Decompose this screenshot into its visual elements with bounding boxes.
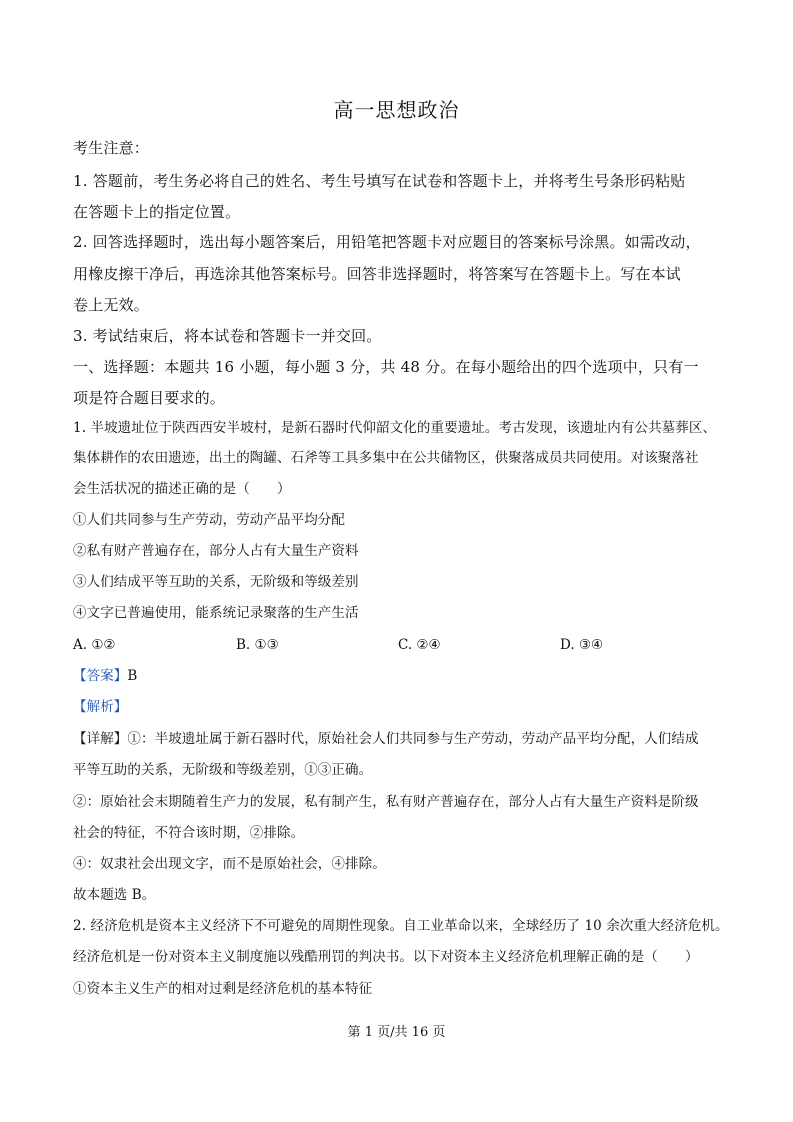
detail-tag: 【详解】 [73, 731, 128, 747]
question-stem: 经济危机是一份对资本主义制度施以残酷刑罚的判决书。以下对资本主义经济危机理解正确的是（ ） [73, 949, 699, 965]
detail-line: 社会的特征，不符合该时期，②排除。 [73, 825, 305, 841]
statement-item: ④文字已普遍使用，能系统记录聚落的生产生活 [73, 605, 359, 621]
notice-line: 3. 考试结束后，将本试卷和答题卡一并交回。 [73, 327, 382, 345]
statement-item: ①人们共同参与生产劳动，劳动产品平均分配 [73, 512, 345, 528]
section-heading: 项是符合题目要求的。 [73, 389, 226, 407]
question-stem: 1. 半坡遗址位于陕西西安半坡村，是新石器时代仰韶文化的重要遗址。考古发现，该遗址内有公共墓葬区、 [73, 420, 717, 436]
answer-value: B [127, 668, 138, 684]
option-d: D. ③④ [560, 637, 604, 653]
detail-line: ②：原始社会末期随着生产力的发展，私有制产生，私有财产普遍存在，部分人占有大量生产资料是阶级 [73, 794, 699, 810]
notice-heading: 考生注意： [73, 139, 150, 157]
detail-line: 故本题选 B。 [73, 887, 156, 903]
page-footer: 第 1 页/共 16 页 [347, 1025, 446, 1040]
option-c: C. ②④ [398, 637, 441, 653]
detail-line: 平等互助的关系，无阶级和等级差别，①③正确。 [73, 762, 373, 778]
notice-line: 在答题卡上的指定位置。 [73, 203, 241, 221]
detail-line [73, 729, 723, 749]
section-heading: 一、选择题：本题共 16 小题，每小题 3 分，共 48 分。在每小题给出的四个选项中，只有一 [73, 358, 699, 376]
analysis-tag-label: 【解析】 [73, 699, 128, 715]
statement-item: ②私有财产普遍存在，部分人占有大量生产资料 [73, 543, 359, 559]
option-b: B. ①③ [236, 637, 279, 653]
answer-tag: 【答案】 [73, 668, 128, 684]
notice-line: 用橡皮擦干净后，再选涂其他答案标号。回答非选择题时，将答案写在答题卡上。写在本试 [73, 265, 682, 283]
notice-line: 1. 答题前，考生务必将自己的姓名、考生号填写在试卷和答题卡上，并将考生号条形码粘贴 [73, 172, 686, 190]
notice-line: 卷上无效。 [73, 296, 150, 314]
detail-line: ④：奴隶社会出现文字，而不是原始社会，④排除。 [73, 856, 386, 872]
statement-item: ①资本主义生产的相对过剩是经济危机的基本特征 [73, 981, 373, 997]
detail-text: ①：半坡遗址属于新石器时代，原始社会人们共同参与生产劳动，劳动产品平均分配，人们结成 [127, 731, 699, 747]
answer-line [73, 666, 723, 686]
notice-line: 2. 回答选择题时，选出每小题答案后，用铅笔把答题卡对应题目的答案标号涂黑。如需改动， [73, 233, 701, 251]
question-stem: 会生活状况的描述正确的是（ ） [73, 481, 291, 497]
analysis-tag [73, 697, 723, 717]
statement-item: ③人们结成平等互助的关系，无阶级和等级差别 [73, 574, 359, 590]
option-a: A. ①② [73, 637, 116, 653]
page-title: 高一思想政治 [333, 98, 460, 122]
question-stem: 2. 经济危机是资本主义经济下不可避免的周期性现象。自工业革命以来，全球经历了 10 余次重大经济危机。 [73, 918, 729, 934]
question-stem: 集体耕作的农田遗迹，出土的陶罐、石斧等工具多集中在公共储物区，供聚落成员共同使用。对该聚落社 [73, 450, 699, 466]
